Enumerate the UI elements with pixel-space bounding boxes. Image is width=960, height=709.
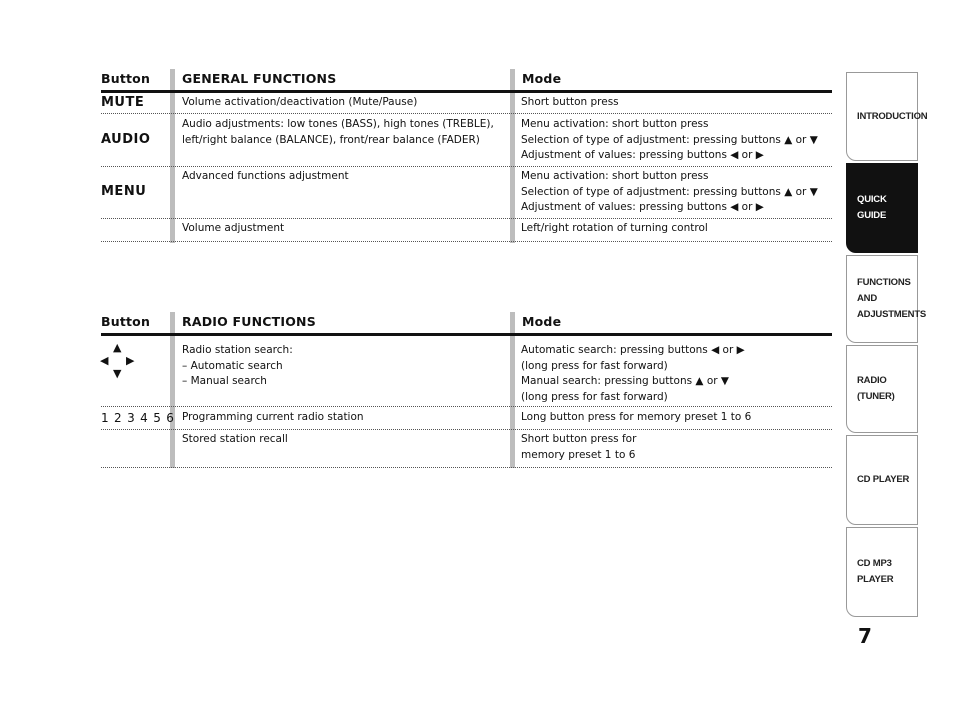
column-divider	[510, 69, 515, 243]
row-separator	[101, 241, 832, 242]
arrow-keys-icon: ▲ ◀ ▶ ▼	[100, 341, 135, 380]
row-separator	[101, 429, 832, 430]
function-text: Volume activation/deactivation (Mute/Pause)	[182, 96, 418, 108]
tab-label: FUNCTIONS AND ADJUSTMENTS	[857, 277, 927, 320]
page-number: 7	[858, 624, 872, 648]
tab-introduction[interactable]	[846, 72, 928, 161]
header-rule	[101, 90, 832, 93]
function-text: Volume adjustment	[182, 222, 285, 234]
tab-label: QUICK GUIDE	[857, 194, 887, 221]
tab-functions-and-adjustments[interactable]	[846, 255, 927, 343]
tab-label: RADIO (TUNER)	[857, 375, 895, 402]
tab-cd-player[interactable]	[846, 435, 918, 525]
mode-text: Menu activation: short button press Selection of type of adjustment: pressing buttons ▲ or ▼ Adjustment of values: pressing buttons ◀ or ▶	[521, 170, 818, 213]
function-text: Radio station search: – Automatic search – Manual search	[182, 344, 293, 387]
row-separator	[101, 166, 832, 167]
button-label-mute: MUTE	[101, 95, 145, 110]
radio-header-button: Button	[101, 314, 151, 329]
tab-label: CD MP3 PLAYER	[857, 558, 894, 585]
tab-label: INTRODUCTION	[857, 110, 928, 122]
general-header-mode: Mode	[522, 71, 562, 86]
radio-header-function: RADIO FUNCTIONS	[182, 314, 316, 329]
tab-cd-mp3-player[interactable]	[846, 527, 918, 617]
function-text: Advanced functions adjustment	[182, 170, 349, 182]
mode-text: Left/right rotation of turning control	[521, 222, 708, 234]
row-separator	[101, 406, 832, 407]
button-label-presets: 1 2 3 4 5 6	[101, 411, 175, 425]
mode-text: Automatic search: pressing buttons ◀ or ▶ (long press for fast forward) Manual search: pressing buttons ▲ or ▼ (long press for fast forward)	[521, 344, 745, 403]
mode-text: Short button press for memory preset 1 to 6	[521, 433, 637, 461]
row-separator	[101, 467, 832, 468]
function-text: Audio adjustments: low tones (BASS), high tones (TREBLE), left/right balance (BALANCE), front/rear balance (FADER)	[182, 118, 494, 146]
tab-radio-tuner[interactable]	[846, 345, 918, 433]
mode-text: Long button press for memory preset 1 to 6	[521, 411, 752, 423]
function-text: Stored station recall	[182, 433, 288, 445]
column-divider	[170, 69, 175, 243]
button-label-audio: AUDIO	[101, 132, 151, 147]
tab-label: CD PLAYER	[857, 474, 910, 485]
row-separator	[101, 218, 832, 219]
row-separator	[101, 113, 832, 114]
mode-text: Short button press	[521, 96, 619, 108]
mode-text: Menu activation: short button press Selection of type of adjustment: pressing buttons ▲ or ▼ Adjustment of values: pressing buttons ◀ or ▶	[521, 118, 818, 161]
button-label-menu: MENU	[101, 184, 147, 199]
radio-header-mode: Mode	[522, 314, 562, 329]
general-header-button: Button	[101, 71, 151, 86]
tab-quick-guide[interactable]	[846, 163, 918, 253]
header-rule	[101, 333, 832, 336]
general-header-function: GENERAL FUNCTIONS	[182, 71, 337, 86]
function-text: Programming current radio station	[182, 411, 364, 423]
